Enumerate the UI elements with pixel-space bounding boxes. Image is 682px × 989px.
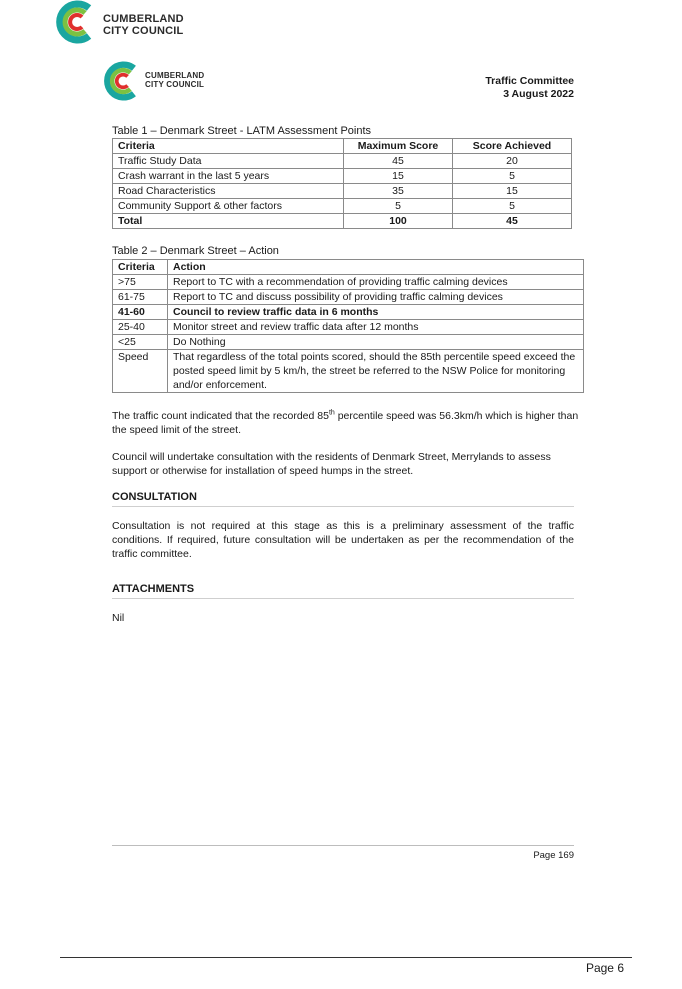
doc-header-right: [485, 75, 574, 101]
table-cell: <25: [113, 335, 168, 350]
table-header-row: [113, 260, 584, 275]
committee-name: Traffic Committee: [485, 75, 574, 87]
table-row: [113, 350, 584, 393]
text-span: The traffic count indicated that the recorded 85: [112, 410, 329, 422]
text-span: percentile speed was 56.3km/h which is higher than the speed limit of the street.: [112, 410, 579, 436]
table-row: [113, 320, 584, 335]
outer-page-number: Page 6: [585, 961, 624, 975]
superscript: th: [328, 409, 335, 417]
logo-line1: CUMBERLAND: [145, 71, 205, 80]
table-cell: Monitor street and review traffic data after 12 months: [168, 320, 584, 335]
table-cell: Council to review traffic data in 6 months: [168, 305, 584, 320]
table-cell: 5: [344, 199, 453, 214]
table-row: [113, 275, 584, 290]
table-cell: 45: [344, 154, 453, 169]
table-cell: 35: [344, 184, 453, 199]
table-cell: 20: [453, 154, 572, 169]
table-cell: 25-40: [113, 320, 168, 335]
doc-logo-text: [145, 71, 204, 89]
table-cell: That regardless of the total points scored, should the 85th percentile speed exceed the posted speed limit by 5 km/h, the street be referred to the NSW Police for monitoring and/or enforcement.: [168, 350, 584, 393]
outer-footer-divider: [60, 957, 632, 958]
table-cell: 15: [453, 184, 572, 199]
table-cell: 15: [344, 169, 453, 184]
table-cell: >75: [113, 275, 168, 290]
table-cell: Community Support & other factors: [113, 199, 344, 214]
consultation-plan-paragraph: Council will undertake consultation with the residents of Denmark Street, Merrylands to assess support or otherwise for installation of speed humps in the street.: [112, 451, 551, 477]
table-row: [113, 199, 572, 214]
table-cell: Report to TC and discuss possibility of providing traffic calming devices: [168, 290, 584, 305]
outer-logo: [55, 0, 99, 44]
council-logo-icon: [55, 0, 99, 44]
table2-caption: Table 2 – Denmark Street – Action: [112, 245, 279, 257]
table1-caption: Table 1 – Denmark Street - LATM Assessment Points: [112, 125, 372, 137]
table-header-row: [113, 139, 572, 154]
table-row: [113, 184, 572, 199]
column-header: Action: [168, 260, 584, 275]
table-row: [113, 154, 572, 169]
table-cell: 5: [453, 199, 572, 214]
table-cell: 5: [453, 169, 572, 184]
consultation-text: Consultation is not required at this stage as this is a preliminary assessment of the traffic conditions. If required, future consultation will be undertaken as per the recommendation of the traffic committee.: [112, 520, 574, 560]
action-table: [112, 259, 584, 393]
table-row: [113, 305, 584, 320]
divider: [112, 506, 574, 507]
footer-divider: [112, 845, 574, 846]
logo-line1: CUMBERLAND: [103, 13, 184, 25]
column-header: Criteria: [113, 139, 344, 154]
table-cell: Road Characteristics: [113, 184, 344, 199]
meeting-date: 3 August 2022: [503, 88, 574, 100]
table-cell: Traffic Study Data: [113, 154, 344, 169]
table-cell: Do Nothing: [168, 335, 584, 350]
inner-page-number: Page 169: [533, 850, 574, 861]
council-logo-icon: [103, 61, 143, 101]
table-row: [113, 290, 584, 305]
table-cell: Total: [113, 214, 344, 229]
logo-line2: CITY COUNCIL: [145, 80, 205, 89]
table-cell: 61-75: [113, 290, 168, 305]
table-cell: Crash warrant in the last 5 years: [113, 169, 344, 184]
attachments-heading: ATTACHMENTS: [112, 583, 195, 595]
doc-logo: [103, 61, 143, 101]
divider: [112, 598, 574, 599]
speed-paragraph: [112, 409, 580, 437]
table-total-row: [113, 214, 572, 229]
logo-line2: CITY COUNCIL: [103, 25, 184, 37]
table-row: [113, 335, 584, 350]
outer-logo-text: [103, 13, 184, 37]
column-header: Maximum Score: [344, 139, 453, 154]
table-cell: Speed: [113, 350, 168, 393]
table-cell: 45: [453, 214, 572, 229]
table-cell: 100: [344, 214, 453, 229]
table-cell: 41-60: [113, 305, 168, 320]
attachments-text: Nil: [112, 612, 125, 624]
column-header: Criteria: [113, 260, 168, 275]
consultation-heading: CONSULTATION: [112, 491, 197, 503]
assessment-points-table: [112, 138, 572, 229]
column-header: Score Achieved: [453, 139, 572, 154]
table-row: [113, 169, 572, 184]
table-cell: Report to TC with a recommendation of providing traffic calming devices: [168, 275, 584, 290]
